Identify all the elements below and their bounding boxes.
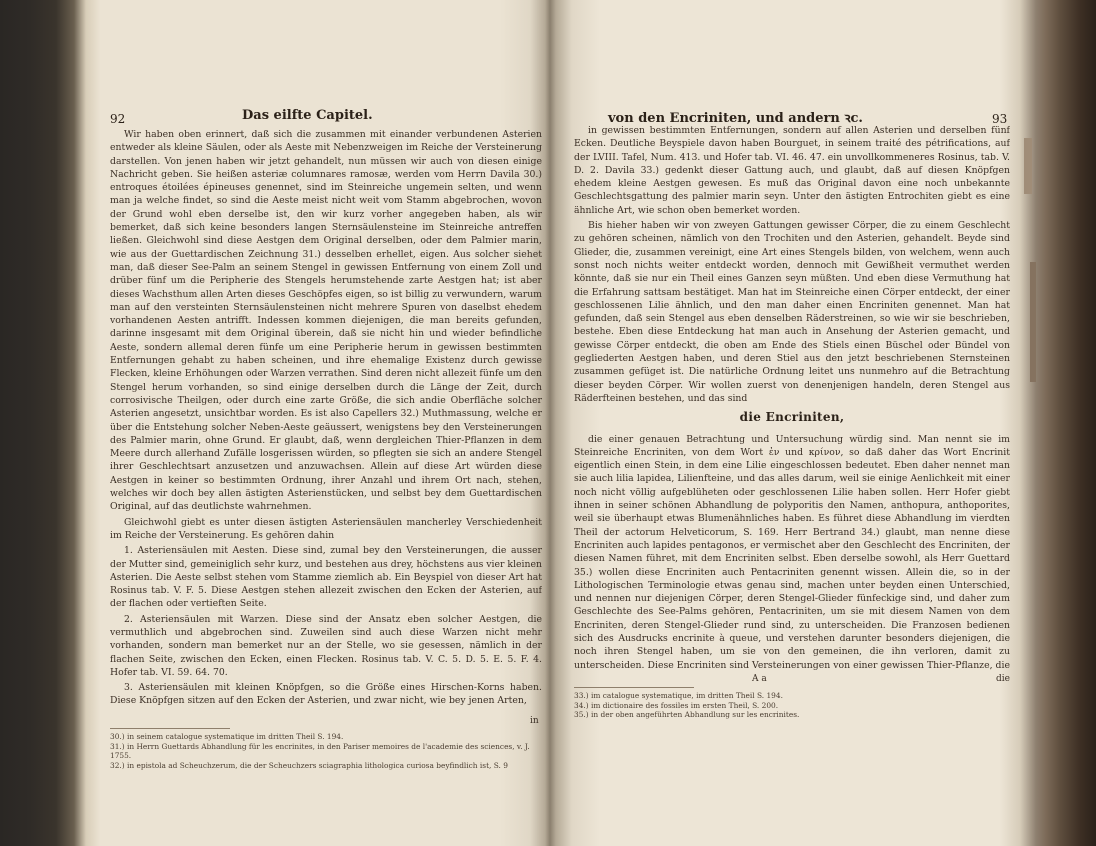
page-body (574, 124, 1010, 670)
paragraph: Wir haben oben erinnert, daß sich die zusammen mit einander verbundenen Asterien entweder als kleine Säulen, oder als Aeste mit Nebenzweigen im Reiche der Versteinerung darstellen. Von jenen haben wir jetzt gehandelt, nun müssen wir auch von diesen einige Nachricht geben. Sie heißen asteriæ columnares ramosæ, werden vom Herrn Davila 30.) entroques étoilées épineuses genennet, sind im Steinreiche ungemein selten, und wenn man ja welche findet, so sind die Aeste meist nicht weit vom Stamm abgebrochen, wovon der Grund wohl eben derselbe ist, den wir kurz vorher angegeben haben, als wir bemerket, daß sich keine besonders langen Sternsäulensteine im Steinreiche antreffen ließen. Gleichwohl sind diese Aestgen dem Original derselben, oder dem Palmier marin, wie aus der Guettardischen Zeichnung 31.) desselben erhellet, eigen. Aus solcher siehet man, daß dieser See-Palm an seinem Stengel in gewissen Entfernung von einem Zoll und drüber fünf um die Peripherie des Stengels herumstehende zarte Aestgen hat; ist aber dieses Wachsthum allen Arten dieses Geschöpfes eigen, so ist billig zu verwundern, warum man auf den versteinten Sternsäulensteinen nicht mehrere Spuren von daselbst ehedem vorhandenen Aesten antrifft. Indessen kommen diejenigen, die man bereits gefunden, darinne insgesamt mit dem Original überein, daß sie nicht hin und wieder befindliche Aeste, sondern allemal deren fünfe um eine Peripherie herum in gewissen bestimmten Entfernungen gehabt zu haben scheinen, und ihre ehemalige Existenz durch gewisse Flecken, kleine Erhöhungen oder Warzen verrathen. Sind deren nicht allezeit fünfe um den Stengel herum vorhanden, so sind einige derselben durch die Länge der Zeit, durch corrosivische Theilgen, oder durch eine zarte Größe, die sich andie Oberfläche solcher Asterien angesetzt, unsichtbar worden. Es ist also Capellers 32.) Muthmassung, welche er über die Entstehung solcher Neben-Aeste geäussert, wenigstens bey den Versteinerungen des Palmier marin, ohne Grund. Er glaubt, daß, wenn dergleichen Thier-Pflanzen in dem Meere durch allerhand Zufälle losgerissen würden, so pflegten sie sich an andere Stengel ihrer Geschlechtsart anzusetzen und anzuwachsen. Allein auf diese Art würden diese Aestgen in keiner so bestimmten Ordnung, ihrer Anzahl und ihrem Ort nach, stehen, welches wir doch bey allen ästigten Asterienstücken, und selbst bey dem Guettardischen Original, auf das deutlichste wahrnehmen. (110, 129, 542, 513)
paragraph: 2. Asteriensäulen mit Warzen. Diese sind der Ansatz eben solcher Aestgen, die vermuthlich und abgebrochen sind. Zuweilen sind auch diese Warzen nicht mehr vorhanden, sondern man bemerket nur an der Stelle, wo sie gesessen, nämlich in der flachen Seite, zwischen den Ecken, einen Flecken. Rosinus tab. V. C. 5. D. 5. E. 5. F. 4. Hofer tab. VI. 59. 64. 70. (110, 613, 542, 678)
page-edge-tab (1024, 138, 1032, 194)
paragraph: 3. Asteriensäulen mit kleinen Knöpfgen, so die Größe eines Hirschen-Korns haben. Diese Knöpfgen sitzen auf den Ecken der Asterien, und zwar nicht, wie bey jenen Arten, (110, 682, 542, 707)
footnotes (574, 691, 1010, 720)
footnote: 34.) im dictionaire des fossiles im ersten Theil, S. 200. (574, 700, 779, 710)
footnote-rule (574, 687, 694, 688)
running-head: Das eilfte Capitel. (242, 108, 373, 123)
page-body (110, 128, 542, 712)
page-edge-tab (1030, 262, 1036, 382)
page-number: 93 (992, 112, 1008, 126)
paragraph: die einer genauen Betrachtung und Untersuchung würdig sind. Man nennt sie im Steinreiche Encriniten, von dem Wort ἐν und κρίνον, so daß daher das Wort Encrinit eigentlich einen Stein, in dem eine Lilie eingeschlossen bedeutet. Eben daher nennet man sie auch lilia lapidea, Lilienfteine, und das alles darum, weil sie einige Aenlichkeit mit einer noch nicht völlig aufgeblüheten oder geschlossenen Lilie haben sollen. Herr Hofer giebt ihnen in seiner schönen Abhandlung de polyporitis den Namen, anthopura, anthoporites, weil sie überhaupt etwas Blumenähnliches haben. Es führet diese Abhandlung im vierdten Theil der actorum Helveticorum, S. 169. Herr Bertrand 34.) glaubt, man nenne diese Encriniten auch lapides pentagonos, er vermischet aber den Geschlecht des Encriniten, der diesen Namen führet, mit dem Encriniten selbst. Eben derselbe sowohl, als Herr Guettard 35.) wollen diese Encriniten auch Pentacriniten genennt wissen. Allein die, so in der Lithologischen Terminologie etwas genau sind, machen unter beyden einen Unterschied, und nennen nur diejenigen Cörper, deren Stengel-Glieder fünfeckige sind, und daher zum Geschlechte des See-Palms gehören, Pentacriniten, um sie mit diesem Namen von dem Encriniten, deren Stengel-Glieder rund sind, zu unterscheiden. Die Franzosen bedienen sich des Ausdrucks encrinite à queue, und verstehen darunter besonders diejenigen, die noch ihren Stengel haben, um sie von den gemeinen, die ihn verloren, damit zu unterscheiden. Diese Encriniten sind Versteinerungen von einer gewissen Thier-Pflanze, die (574, 433, 1010, 670)
paragraph: in gewissen bestimmten Entfernungen, sondern auf allen Asterien und derselben fünf Ecken. Deutliche Beyspiele davon haben Bourguet, in seinem traité des pétrifications, auf der LVIII. Tafel, Num. 413. und Hofer tab. VI. 46. 47. ein unvollkommeneres Rosinus, tab. V. D. 2. Davila 33.) gedenkt dieser Gattung auch, und glaubt, daß auf diesen Knöpfgen ehedem kleine Aestgen gewesen. Es muß das Original davon eine noch unbekannte Geschlechtsgattung des palmier marin seyn. Unter den ästigten Entrochiten giebt es eine ähnliche Art, wie schon oben bemerket worden. (574, 125, 1010, 216)
footnote: 32.) in epistola ad Scheuchzerum, die der Scheuchzers sciagraphia lithologica curiosa beyfindlich ist, S. 9 (110, 760, 508, 770)
right-page (552, 20, 1016, 834)
page-number: 92 (110, 112, 126, 126)
catchword: die (996, 674, 1010, 684)
paragraph: Bis hieher haben wir von zweyen Gattungen gewisser Cörper, die zu einem Geschlecht zu gehören scheinen, nämlich von den Trochiten und den Asterien, gehandelt. Beyde sind Glieder, die, zusammen vereinigt, eine Art eines Stengels bilden, von welchem, wenn auch sonst noch nichts weiter entdeckt worden, dennoch mit Gewißheit vermuthet werden könnte, daß sie nur ein Theil eines Ganzen seyn müßten. Und eben diese Vermuthung hat die Erfahrung sattsam bestätiget. Man hat im Steinreiche einen Cörper entdeckt, der einer geschlossenen Lilie ähnlich, und den man daher einen Encriniten genennet. Man hat gefunden, daß sein Stengel aus eben denselben Räderstreinen, so wie wir sie beschrieben, bestehe. Eben diese Entdeckung hat man auch in Ansehung der Asterien gemacht, und gewisse Cörper entdeckt, die oben am Ende des Stiels einen Büschel oder Bündel von gegliederten Aestgen haben, und deren Stiel aus den jetzt beschriebenen Sternsteinen zusammen gefüget ist. Die natürliche Ordnung leitet uns nunmehro auf die Betrachtung dieser beyden Cörper. Wir wollen zuerst von denenjenigen handeln, deren Stengel aus Räderfteinen bestehen, und das sind (574, 220, 1010, 404)
paragraph: Gleichwohl giebt es unter diesen ästigten Asteriensäulen mancherley Verschiedenheit im Reiche der Versteinerung. Es gehören dahin (110, 516, 542, 541)
footnote: 33.) im catalogue systematique, im dritten Theil S. 194. (574, 691, 783, 700)
footnote: 30.) in seinem catalogue systematique im dritten Theil S. 194. (110, 732, 344, 741)
section-title: die Encriniten, (739, 410, 845, 425)
running-head: von den Encriniten, und andern ꝛc. (608, 111, 863, 126)
footnote-rule (110, 728, 230, 729)
catchword: in (530, 716, 539, 726)
footnotes (110, 732, 542, 770)
paragraph: 1. Asteriensäulen mit Aesten. Diese sind, zumal bey den Versteinerungen, die ausser der Mutter sind, gemeiniglich sehr kurz, und bestehen aus drey, höchstens aus vier kleinen Asterien. Die Aeste selbst stehen vom Stamme ziemlich ab. Ein Beyspiel von dieser Art hat Rosinus tab. V. F. 5. Diese Aestgen stehen allezeit zwischen den Ecken der Asterien, auf der flachen oder vertieften Seite. (110, 545, 542, 610)
footnote: 35.) in der oben angeführten Abhandlung sur les encrinites. (574, 710, 800, 720)
left-page (84, 20, 548, 834)
footnote: 31.) in Herrn Guettards Abhandlung für les encrinites, in den Pariser memoires de l'academie des sciences, v. J. 1755. (110, 741, 530, 761)
signature-mark: A a (752, 674, 767, 684)
